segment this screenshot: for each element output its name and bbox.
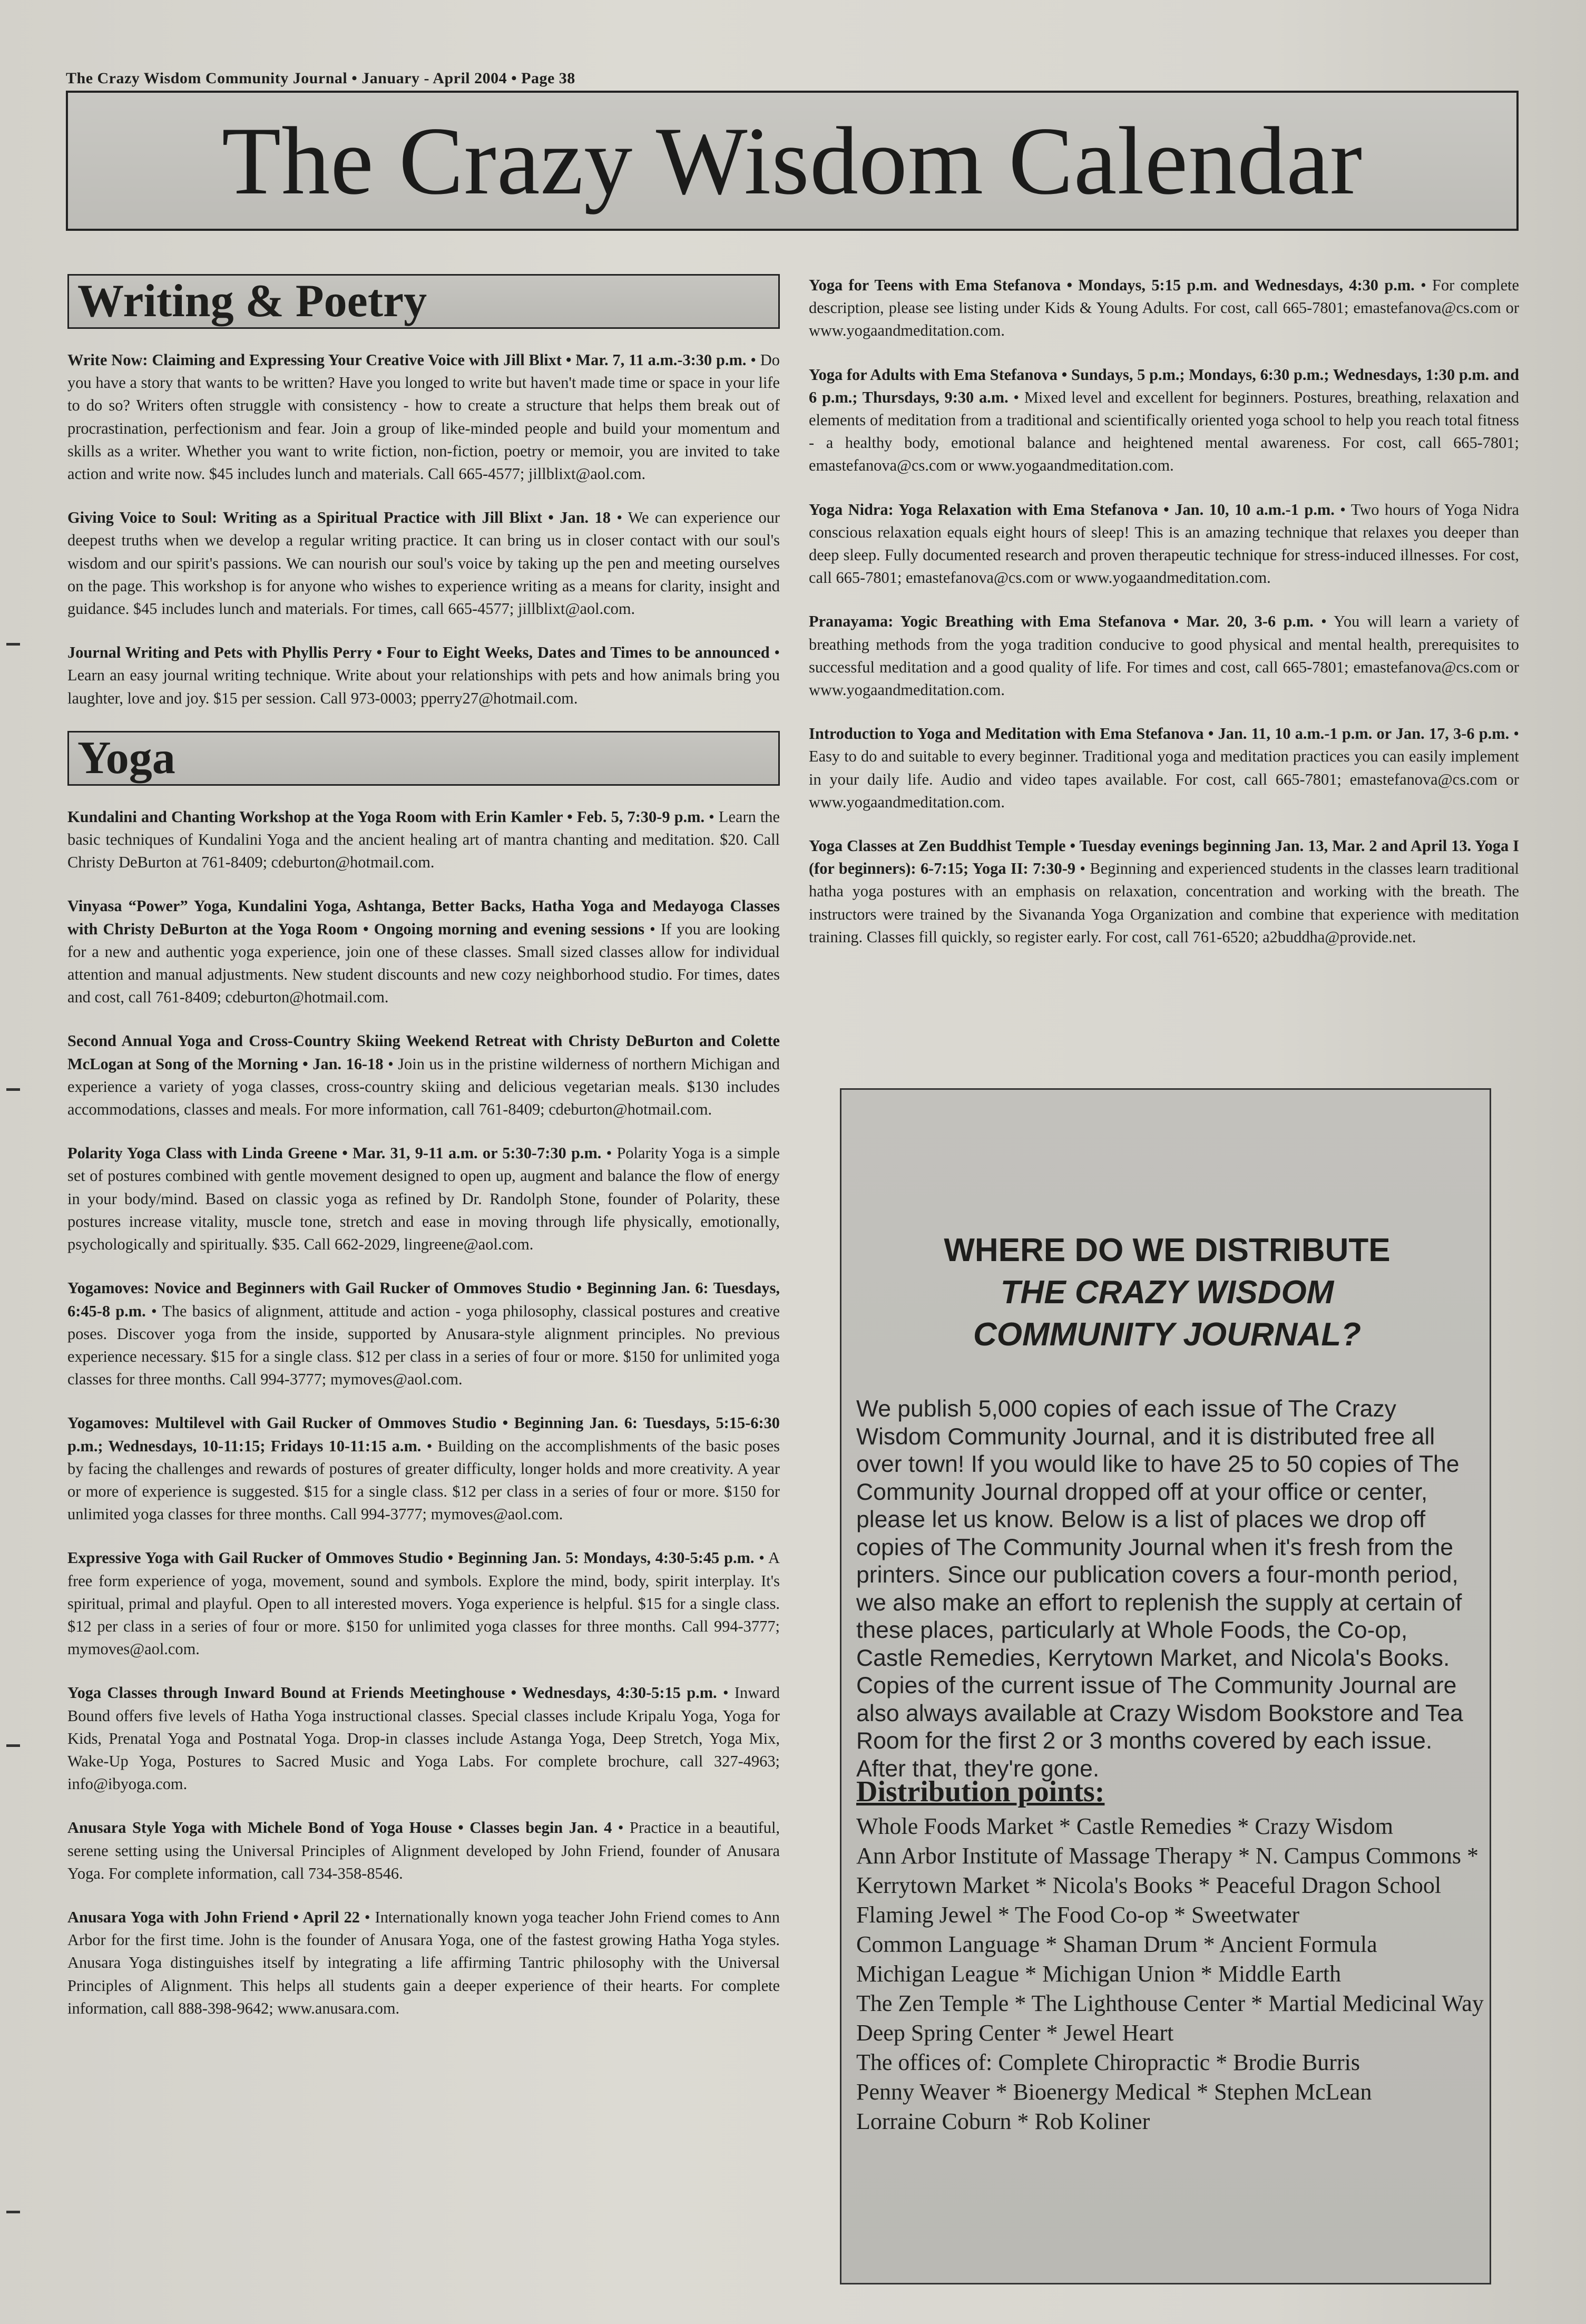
listing	[67, 506, 780, 620]
listing	[809, 274, 1519, 343]
distribution-body: We publish 5,000 copies of each issue of The Crazy Wisdom Community Journal, and it is distributed free all over town! If you would like to have 25 to 50 copies of The Community Journal dropped off at your office or center, please let us know. Below is a list of places we drop off copies of The Community Journal when it's fresh from the printers. Since our publication covers a four-month period, we also make an effort to replenish the supply at certain of these places, particularly at Whole Foods, the Co-op, Castle Remedies, Kerrytown Market, and Nicola's Books. Copies of the current issue of The Community Journal are also always available at Crazy Wisdom Bookstore and Tea Room for the first 2 or 3 months covered by each issue. After that, they're gone.	[856, 1396, 1463, 1782]
distribution-point-line: Penny Weaver * Bioenergy Medical * Stephen McLean	[856, 2079, 1372, 2105]
listing-body: • Beginning and experienced students in the classes learn traditional hatha yoga postures with an emphasis on relaxation, concentration and working with the breath. The instructors were trained by the Sivananda Yoga Organization and combine that experience with meditation training. Classes fill quickly, so register early. For cost, call 761-6520; a2buddha@provide.net.	[809, 860, 1520, 946]
distribution-point-line: Ann Arbor Institute of Massage Therapy * N. Campus Commons *	[856, 1843, 1479, 1869]
listing-body: • Join us in the pristine wilderness of northern Michigan and experience a variety of yoga classes, cross-country skiing and delicious vegetarian meals. $130 includes accommodations, classes and meals. For more information, call 761-8409; cdeburton@hotmail.com.	[67, 1054, 780, 1119]
listing	[67, 1277, 780, 1391]
distribution-point-line: Kerrytown Market * Nicola's Books * Peaceful Dragon School	[856, 1872, 1442, 1898]
listing-title: Yogamoves: Novice and Beginners with Gail Rucker of Ommoves Studio • Beginning Jan. 6: Tuesdays, 6:45-8 p.m.	[67, 1279, 780, 1320]
listing	[67, 1682, 780, 1795]
listing	[67, 1142, 780, 1256]
listing-title: Vinyasa “Power” Yoga, Kundalini Yoga, Ashtanga, Better Backs, Hatha Yoga and Medayoga Classes with Christy DeBurton at the Yoga Room • Ongoing morning and evening sessions	[67, 897, 780, 938]
distribution-heading-line-2: THE CRAZY WISDOM	[1000, 1274, 1334, 1311]
left-column	[67, 274, 780, 2041]
listing-body: • Internationally known yoga teacher John Friend comes to Ann Arbor for the first time. John is the founder of Anusara Yoga, one of the fastest growing Hatha Yoga styles. Anusara Yoga distinguishes itself by integrating a life affirming Tantric philosophy with the Universal Principles of Alignment. This helps all students gain a deeper experience of their hearts. For complete information, call 888-398-9642; www.anusara.com.	[67, 1908, 780, 2017]
listing	[67, 1030, 780, 1121]
distribution-point-line: Whole Foods Market * Castle Remedies * Crazy Wisdom	[856, 1813, 1394, 1839]
listing-body: • Easy to do and suitable to every beginner. Traditional yoga and meditation practices you can easily implement in your daily life. Audio and video tapes available. For cost, call 665-7801; emastefanova@cs.com or www.yogaandmeditation.com.	[809, 725, 1519, 811]
distribution-point-line: Common Language * Shaman Drum * Ancient Formula	[856, 1931, 1377, 1957]
margin-binding-mark	[6, 1088, 20, 1091]
right-column	[809, 274, 1519, 970]
listing	[67, 349, 780, 485]
listing	[67, 1547, 780, 1661]
listing-title: Yogamoves: Multilevel with Gail Rucker of Ommoves Studio • Beginning Jan. 6: Tuesdays, 5:15-6:30 p.m.; Wednesdays, 10-11:15; Fridays 10-11:15 a.m.	[67, 1414, 780, 1455]
listing	[67, 1817, 780, 1885]
listing-title: Yoga Classes through Inward Bound at Friends Meetinghouse • Wednesdays, 4:30-5:15 p.m.	[67, 1684, 717, 1702]
page-title: The Crazy Wisdom Calendar	[221, 107, 1363, 214]
distribution-point-line: The offices of: Complete Chiropractic * Brodie Burris	[856, 2049, 1360, 2075]
writing-poetry-header	[67, 274, 780, 329]
listing	[809, 499, 1519, 590]
listing	[67, 806, 780, 874]
listing-title: Second Annual Yoga and Cross-Country Skiing Weekend Retreat with Christy DeBurton and Colette McLogan at Song of the Morning • Jan. 16-18	[67, 1032, 780, 1073]
distribution-heading-line-1: WHERE DO WE DISTRIBUTE	[944, 1232, 1391, 1268]
distribution-point-line: Deep Spring Center * Jewel Heart	[856, 2020, 1174, 2046]
listing	[67, 895, 780, 1009]
listing-title: Expressive Yoga with Gail Rucker of Ommoves Studio • Beginning Jan. 5: Mondays, 4:30-5:45 p.m.	[67, 1549, 755, 1567]
distribution-points-title: Distribution points:	[856, 1775, 1105, 1808]
listing-body: • We can experience our deepest truths when we develop a regular writing practice. It can bring us in closer contact with our soul's wisdom and our spirit's passions. We can nourish our soul's voice by taking up the pen and meeting ourselves on the page. This workshop is for anyone who wishes to experience writing as a means for clarity, insight and guidance. $45 includes lunch and materials. For times, call 665-4577; jillblixt@aol.com.	[67, 509, 780, 618]
listing	[67, 1906, 780, 2020]
listing-title: Giving Voice to Soul: Writing as a Spiritual Practice with Jill Blixt • Jan. 18	[67, 509, 611, 527]
listing-body: • If you are looking for a new and authentic yoga experience, join one of these classes. Small sized classes allow for individual attention and manual adjustments. New student discounts and new cozy neighborhood studio. For times, dates and cost, call 761-8409; cdeburton@hotmail.com.	[67, 920, 780, 1007]
listing-title: Anusara Style Yoga with Michele Bond of Yoga House • Classes begin Jan. 4	[67, 1819, 612, 1837]
listing	[809, 610, 1519, 701]
yoga-header	[67, 731, 780, 786]
listing-title: Kundalini and Chanting Workshop at the Yoga Room with Erin Kamler • Feb. 5, 7:30-9 p.m.	[67, 807, 705, 826]
distribution-point-line: Michigan League * Michigan Union * Middle Earth	[856, 1961, 1342, 1987]
listing	[67, 641, 780, 710]
listing-title: Yoga Nidra: Yoga Relaxation with Ema Stefanova • Jan. 10, 10 a.m.-1 p.m.	[809, 500, 1335, 519]
listing-title: Journal Writing and Pets with Phyllis Perry • Four to Eight Weeks, Dates and Times to be announced	[67, 643, 770, 662]
listing-body: • For complete description, please see listing under Kids & Young Adults. For cost, call 665-7801; emastefanova@cs.com or www.yogaandmeditation.com.	[809, 276, 1519, 340]
listing-body: • Polarity Yoga is a simple set of postures combined with gentle movement designed to open up, augment and balance the flow of energy in your body/mind. Based on classic yoga as refined by Dr. Randolph Stone, founder of Polarity, these postures increase vitality, muscle tone, stretch and ease in moving through life physically, emotionally, psychologically and spiritually. $35. Call 662-2029, lingreene@aol.com.	[67, 1144, 780, 1254]
listing-title: Write Now: Claiming and Expressing Your Creative Voice with Jill Blixt • Mar. 7, 11 a.m.-3:30 p.m.	[67, 351, 747, 369]
listing	[809, 835, 1519, 949]
margin-binding-mark	[6, 643, 20, 646]
distribution-heading	[852, 1229, 1482, 1356]
listing	[809, 722, 1519, 814]
listing-body: • Practice in a beautiful, serene setting using the Universal Principles of Alignment developed by John Friend, founder of Anusara Yoga. For complete information, call 734-358-8546.	[67, 1819, 780, 1882]
listing-body: • A free form experience of yoga, movement, sound and symbols. Explore the mind, body, spirit interplay. It's spiritual, primal and playful. Open to all interested movers. Yoga experience is helpful. $15 for a single class. $12 per class in a series of four or more. $150 for unlimited yoga classes for three months. Call 994-3777; mymoves@aol.com.	[67, 1549, 780, 1658]
listing-body: • The basics of alignment, attitude and action - yoga philosophy, classical postures and creative poses. Discover yoga from the inside, supported by Anusara-style alignment principles. No previous experience necessary. $15 for a single class. $12 per class in a series of four or more. $150 for unlimited yoga classes for three months. Call 994-3777; mymoves@aol.com.	[67, 1302, 780, 1389]
listing-title: Pranayama: Yogic Breathing with Ema Stefanova • Mar. 20, 3-6 p.m.	[809, 612, 1314, 631]
listing-title: Yoga for Adults with Ema Stefanova • Sundays, 5 p.m.; Mondays, 6:30 p.m.; Wednesdays, 1:30 p.m. and 6 p.m.; Thursdays, 9:30 a.m.	[809, 365, 1519, 406]
listing-body: • You will learn a variety of breathing methods from the yoga tradition conducive to good physical and mental health, prerequisites to successful meditation and a good quality of life. For times and cost, call 665-7801; emastefanova@cs.com or www.yogaandmeditation.com.	[809, 612, 1520, 699]
section-title-yoga: Yoga	[77, 732, 175, 784]
listing-title: Polarity Yoga Class with Linda Greene • Mar. 31, 9-11 a.m. or 5:30-7:30 p.m.	[67, 1144, 602, 1163]
listing-body: • Learn an easy journal writing technique. Write about your relationships with pets and how animals bring you laughter, love and joy. $15 per session. Call 973-0003; pperry27@hotmail.com.	[67, 643, 780, 707]
listing-body: • Inward Bound offers five levels of Hatha Yoga instructional classes. Special classes include Kripalu Yoga, Yoga for Kids, Prenatal Yoga and Postnatal Yoga. Drop-in classes include Astanga Yoga, Deep Stretch, Yoga Mix, Wake-Up Yoga, Postures to Sacred Music and Yoga Labs. For complete brochure, call 327-4963; info@ibyoga.com.	[67, 1684, 780, 1793]
listing-body: • Mixed level and excellent for beginners. Postures, breathing, relaxation and elements of meditation from a traditional and scientifically oriented yoga school to help you reach total fitness - a healthy body, emotional balance and heightened mental awareness. For cost, call 665-7801; emastefanova@cs.com or www.yogaandmeditation.com.	[809, 388, 1520, 475]
listing-body: • Do you have a story that wants to be written? Have you longed to write but haven't made time or space in your life to do so? Writers often struggle with consistency - how to create a structure that helps them break out of procrastination, perfectionism and fear. Join a group of like-minded people and build your momentum and skills as a writer. Whether you want to write fiction, non-fiction, poetry or memoir, you are invited to take action and write now. $45 includes lunch and materials. Call 665-4577; jillblixt@aol.com.	[67, 351, 780, 483]
listing-title: Introduction to Yoga and Meditation with Ema Stefanova • Jan. 11, 10 a.m.-1 p.m. or Jan. 17, 3-6 p.m.	[809, 725, 1510, 743]
distribution-point-line: The Zen Temple * The Lighthouse Center * Martial Medicinal Way	[856, 1990, 1484, 2016]
listing-body: • Building on the accomplishments of the basic poses by facing the challenges and rewards of postures of greater difficulty, longer holds and more creativity. A year or more of experience is suggested. $15 for a single class. $12 per class in a series of four or more. $150 for unlimited yoga classes for three months. Call 994-3777; mymoves@aol.com.	[67, 1437, 780, 1524]
distribution-point-line: Flaming Jewel * The Food Co-op * Sweetwater	[856, 1902, 1300, 1928]
section-title-writing: Writing & Poetry	[77, 276, 427, 327]
running-head: The Crazy Wisdom Community Journal • January - April 2004 • Page 38	[66, 70, 575, 87]
listing	[809, 364, 1519, 477]
listing-title: Yoga for Teens with Ema Stefanova • Mondays, 5:15 p.m. and Wednesdays, 4:30 p.m.	[809, 276, 1415, 294]
distribution-points-list	[856, 1812, 1483, 2136]
margin-binding-mark	[6, 1744, 20, 1747]
listing-body: • Learn the basic techniques of Kundalini Yoga and the ancient healing art of mantra chanting and meditation. $20. Call Christy DeBurton at 761-8409; cdeburton@hotmail.com.	[67, 807, 780, 872]
distribution-box	[840, 1088, 1491, 2284]
listing-title: Anusara Yoga with John Friend • April 22	[67, 1908, 360, 1926]
distribution-point-line: Lorraine Coburn * Rob Koliner	[856, 2108, 1150, 2134]
listing-title: Yoga Classes at Zen Buddhist Temple • Tuesday evenings beginning Jan. 13, Mar. 2 and April 13. Yoga I (for beginners): 6-7:15; Yoga II: 7:30-9	[809, 837, 1519, 878]
margin-binding-mark	[6, 2211, 20, 2213]
listing	[67, 1412, 780, 1526]
distribution-heading-line-3: COMMUNITY JOURNAL?	[973, 1316, 1361, 1353]
calendar-title-banner	[66, 91, 1519, 231]
listing-body: • Two hours of Yoga Nidra conscious relaxation equals eight hours of sleep! This is an amazing technique that relaxes you deeper than deep sleep. Fully documented research and proven therapeutic technique for stress-induced illnesses. For cost, call 665-7801; emastefanova@cs.com or www.yogaandmeditation.com.	[809, 500, 1519, 587]
